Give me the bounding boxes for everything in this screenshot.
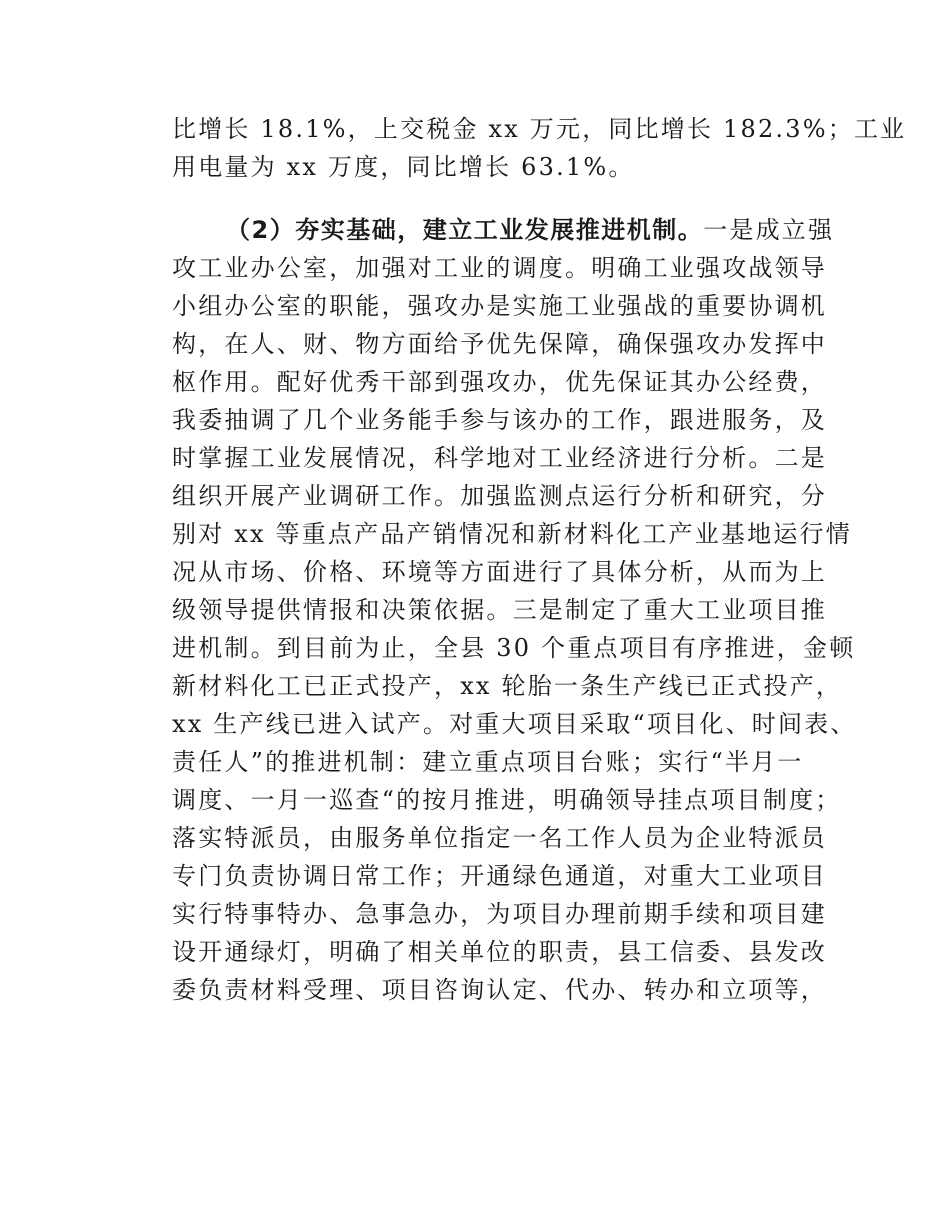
text-line: 比增长 18.1%，上交税金 xx 万元，同比增长 182.3%；工业	[172, 115, 907, 143]
text-line: 进机制。到目前为止，全县 30 个重点项目有序推进，金顿	[172, 634, 856, 662]
text-line: 用电量为 xx 万度，同比增长 63.1%。	[172, 153, 635, 181]
paragraph-first-line	[172, 211, 835, 249]
paragraph-statistics	[172, 110, 907, 186]
text-line: 时掌握工业发展情况，科学地对工业经济进行分析。二是	[172, 444, 827, 472]
text-line: 组织开展产业调研工作。加强监测点运行分析和研究，分	[172, 482, 827, 510]
text-line: 新材料化工已正式投产，xx 轮胎一条生产线已正式投产，	[172, 672, 843, 700]
text-line: 构，在人、财、物方面给予优先保障，确保强攻办发挥中	[172, 330, 827, 358]
text-line: 委负责材料受理、项目咨询认定、代办、转办和立项等，	[172, 976, 827, 1004]
text-line: 落实特派员，由服务单位指定一名工作人员为企业特派员	[172, 824, 827, 852]
text-line: 枢作用。配好优秀干部到强攻办，优先保证其办公经费，	[172, 368, 827, 396]
text-line: 设开通绿灯，明确了相关单位的职责，县工信委、县发改	[172, 938, 827, 966]
text-line: xx 生产线已进入试产。对重大项目采取“项目化、时间表、	[172, 710, 857, 738]
text-run: 一是成立强	[703, 216, 835, 244]
text-line: 专门负责协调日常工作；开通绿色通道，对重大工业项目	[172, 862, 827, 890]
text-line: 级领导提供情报和决策依据。三是制定了重大工业项目推	[172, 596, 827, 624]
text-line: 责任人”的推进机制：建立重点项目台账；实行“半月一	[172, 748, 804, 776]
text-line: 我委抽调了几个业务能手参与该办的工作，跟进服务，及	[172, 406, 827, 434]
paragraph-mechanism	[172, 211, 857, 1009]
text-line: 别对 xx 等重点产品产销情况和新材料化工产业基地运行情	[172, 520, 852, 548]
text-line: 实行特事特办、急事急办，为项目办理前期手续和项目建	[172, 900, 827, 928]
section-heading: （2）夯实基础，建立工业发展推进机制。	[226, 216, 704, 244]
text-line: 攻工业办公室，加强对工业的调度。明确工业强攻战领导	[172, 254, 827, 282]
text-line: 小组办公室的职能，强攻办是实施工业强战的重要协调机	[172, 292, 827, 320]
text-line: 况从市场、价格、环境等方面进行了具体分析，从而为上	[172, 558, 827, 586]
text-line: 调度、一月一巡查“的按月推进，明确领导挂点项目制度；	[172, 786, 842, 814]
